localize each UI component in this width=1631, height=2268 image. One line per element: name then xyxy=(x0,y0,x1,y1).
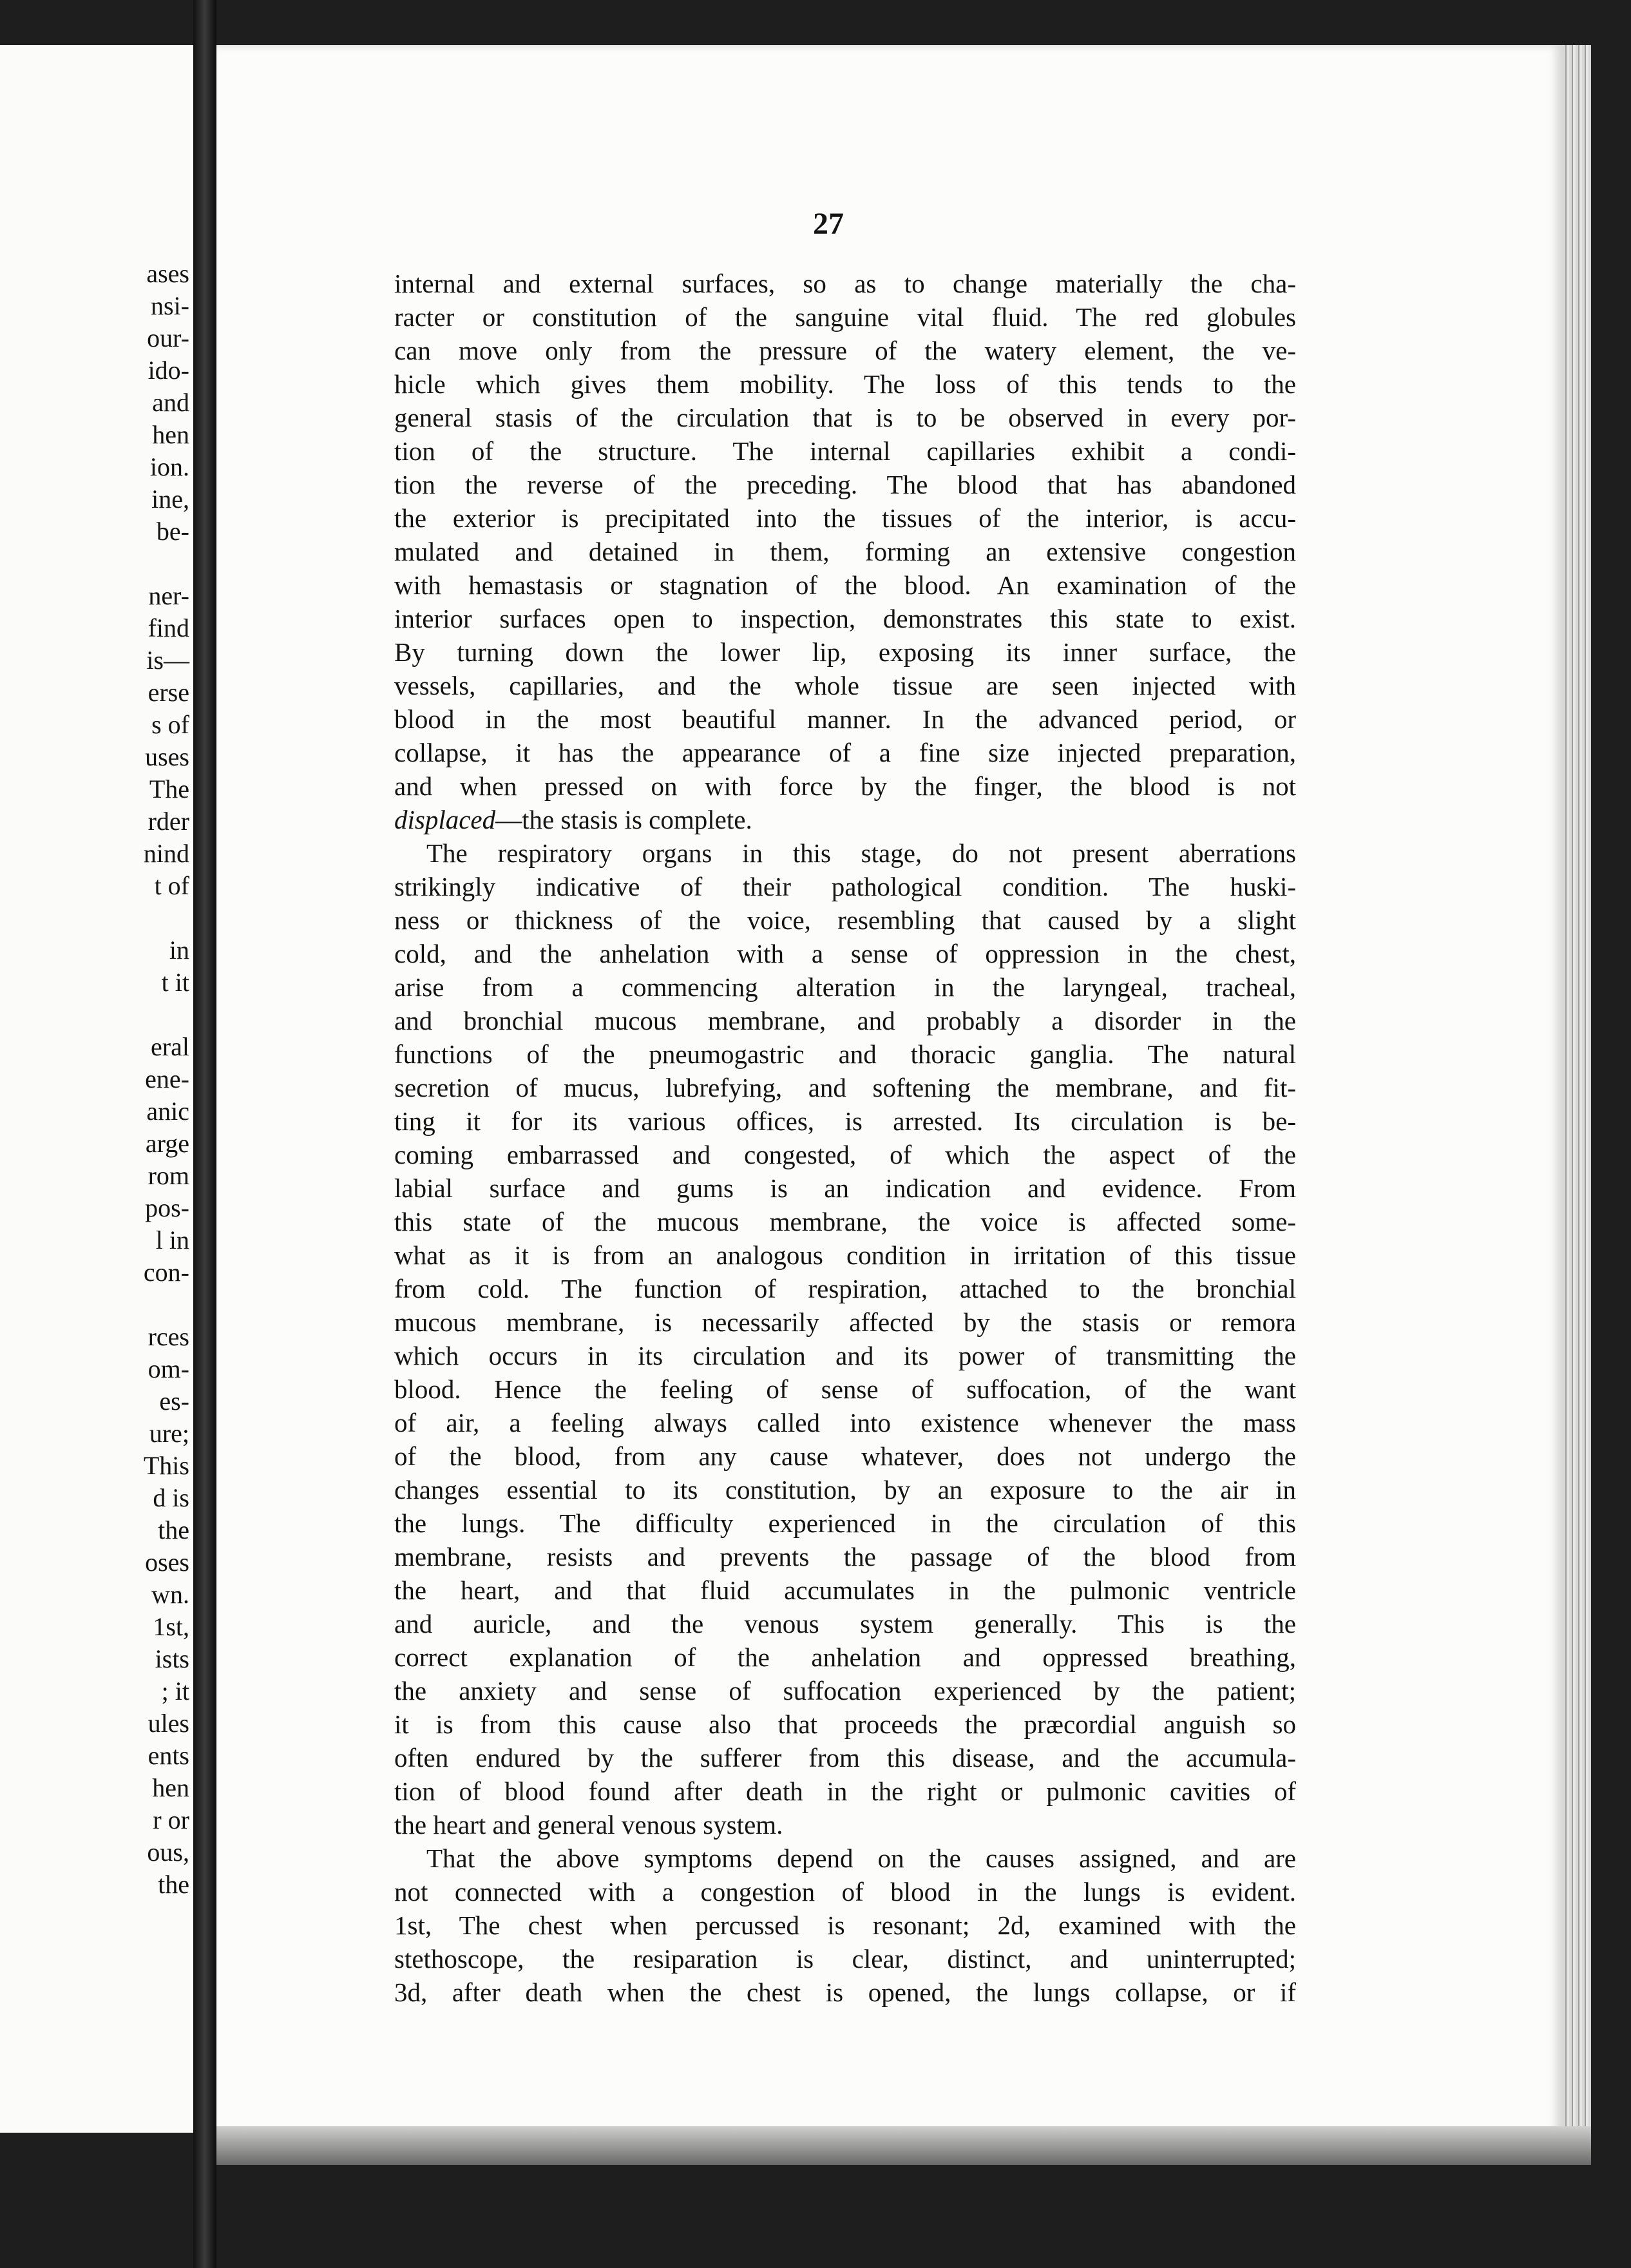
text-line: mulated and detained in them, forming an extensive congestion xyxy=(394,537,1296,566)
text-line: secretion of mucus, lubrefying, and softening the membrane, and fit- xyxy=(394,1073,1296,1102)
text-line: vessels, capillaries, and the whole tissue are seen injected with xyxy=(394,671,1296,700)
facing-page-line: rder xyxy=(148,807,189,836)
text-line: By turning down the lower lip, exposing its inner surface, the xyxy=(394,637,1296,667)
text-line: from cold. The function of respiration, attached to the bronchial xyxy=(394,1274,1296,1303)
text-line: 1st, The chest when percussed is resonant; 2d, examined with the xyxy=(394,1910,1296,1940)
text-line: racter or constitution of the sanguine vital fluid. The red globules xyxy=(394,302,1296,332)
text-line: membrane, resists and prevents the passage of the blood from xyxy=(394,1542,1296,1571)
facing-page-line: nind xyxy=(143,839,189,868)
facing-page-line: rces xyxy=(148,1322,189,1351)
facing-page-line: ure; xyxy=(149,1419,189,1448)
facing-page-line: rom xyxy=(148,1161,189,1190)
text-line: strikingly indicative of their pathological condition. The huski- xyxy=(394,872,1296,901)
facing-page-line: find xyxy=(148,613,189,642)
facing-page-line: in xyxy=(169,936,189,965)
text-line: often endured by the sufferer from this disease, and the accumula- xyxy=(394,1743,1296,1773)
text-line: and auricle, and the venous system generally. This is the xyxy=(394,1609,1296,1639)
facing-page-line: pos- xyxy=(145,1193,189,1222)
text-line: general stasis of the circulation that is to be observed in every por- xyxy=(394,403,1296,432)
facing-page-line: erse xyxy=(148,678,189,707)
text-line: of the blood, from any cause whatever, does not undergo the xyxy=(394,1441,1296,1471)
text-line: the anxiety and sense of suffocation experienced by the patient; xyxy=(394,1676,1296,1706)
paragraph xyxy=(394,1841,1296,2009)
text-line: arise from a commencing alteration in the laryngeal, tracheal, xyxy=(394,972,1296,1002)
facing-page-line: ion. xyxy=(149,452,189,481)
facing-page-line: om- xyxy=(148,1354,189,1383)
text-line: which occurs in its circulation and its power of transmitting the xyxy=(394,1341,1296,1370)
text-line: tion of blood found after death in the right or pulmonic cavities of xyxy=(394,1776,1296,1806)
text-line: and when pressed on with force by the finger, the blood is not xyxy=(394,771,1296,801)
text-line: what as it is from an analogous condition in irritation of this tissue xyxy=(394,1240,1296,1270)
text-line: mucous membrane, is necessarily affected by the stasis or remora xyxy=(394,1307,1296,1337)
facing-page-fragment xyxy=(0,45,196,2133)
facing-page-line: be- xyxy=(156,517,189,546)
facing-page-line: anic xyxy=(146,1097,189,1126)
text-line: the lungs. The difficulty experienced in the circulation of this xyxy=(394,1508,1296,1538)
facing-page-line: ous, xyxy=(147,1838,189,1867)
paragraph xyxy=(394,267,1296,836)
body-text xyxy=(394,267,1296,2009)
text-line: ting it for its various offices, is arrested. Its circulation is be- xyxy=(394,1106,1296,1136)
facing-page-line: our- xyxy=(147,323,189,352)
facing-page-line: The xyxy=(149,774,189,803)
facing-page-line: hen xyxy=(152,1773,189,1802)
text-line xyxy=(394,803,1296,836)
facing-page-line: ene- xyxy=(145,1064,189,1093)
text-line: ness or thickness of the voice, resembling that caused by a slight xyxy=(394,905,1296,935)
facing-page-line: This xyxy=(143,1451,189,1480)
text-line: the heart and general venous system. xyxy=(394,1810,783,1840)
facing-page-line: and xyxy=(152,388,189,417)
text-line: blood. Hence the feeling of sense of suffocation, of the want xyxy=(394,1374,1296,1404)
page-bottom-edge xyxy=(216,2126,1591,2165)
facing-page-line: uses xyxy=(145,742,189,771)
facing-page-line: con- xyxy=(143,1258,189,1287)
facing-page-line: eral xyxy=(151,1032,189,1061)
text-line: the exterior is precipitated into the tissues of the interior, is accu- xyxy=(394,503,1296,533)
facing-page-line: ido- xyxy=(148,356,189,385)
facing-page-line: t of xyxy=(154,871,189,900)
text-line: it is from this cause also that proceeds the præcordial anguish so xyxy=(394,1709,1296,1739)
text-line: this state of the mucous membrane, the voice is affected some- xyxy=(394,1207,1296,1236)
facing-page-line: 1st, xyxy=(153,1612,189,1641)
facing-page-line: r or xyxy=(153,1805,189,1834)
text-line: with hemastasis or stagnation of the blood. An examination of the xyxy=(394,570,1296,600)
italic-word: displaced xyxy=(394,805,496,834)
page-number: 27 xyxy=(813,207,844,241)
text-line: coming embarrassed and congested, of which the aspect of the xyxy=(394,1140,1296,1169)
facing-page-line: ents xyxy=(148,1741,189,1770)
facing-page-line: ; it xyxy=(161,1677,189,1706)
facing-page-line: s of xyxy=(151,710,189,739)
book-gutter xyxy=(193,0,216,2268)
facing-page-line: the xyxy=(158,1515,189,1544)
text-line: hicle which gives them mobility. The loss of this tends to the xyxy=(394,369,1296,399)
facing-page-line: arge xyxy=(145,1129,189,1158)
paragraph xyxy=(394,836,1296,1841)
text-line: cold, and the anhelation with a sense of oppression in the chest, xyxy=(394,939,1296,968)
text-line: stethoscope, the resiparation is clear, distinct, and uninterrupted; xyxy=(394,1944,1296,1974)
facing-page-line: ine, xyxy=(151,485,189,514)
text-line: the heart, and that fluid accumulates in the pulmonic ventricle xyxy=(394,1575,1296,1605)
facing-page-line: wn. xyxy=(151,1580,189,1609)
facing-page-line: hen xyxy=(152,420,189,449)
text-line: changes essential to its constitution, by an exposure to the air in xyxy=(394,1475,1296,1504)
text-line: tion the reverse of the preceding. The blood that has abandoned xyxy=(394,470,1296,499)
facing-page-line: ules xyxy=(148,1709,189,1738)
text-line: tion of the structure. The internal capillaries exhibit a condi- xyxy=(394,436,1296,466)
text-line: internal and external surfaces, so as to change materially the cha- xyxy=(394,269,1296,298)
text-line: of air, a feeling always called into existence whenever the mass xyxy=(394,1408,1296,1437)
text-line: interior surfaces open to inspection, demonstrates this state to exist. xyxy=(394,604,1296,633)
facing-page-line: t it xyxy=(161,968,189,997)
text-line: labial surface and gums is an indication and evidence. From xyxy=(394,1173,1296,1203)
text-line: 3d, after death when the chest is opened, the lungs collapse, or if xyxy=(394,1977,1296,2007)
text-line: functions of the pneumogastric and thoracic ganglia. The natural xyxy=(394,1039,1296,1069)
text-line: The respiratory organs in this stage, do not present aberrations xyxy=(426,838,1296,868)
text-line: That the above symptoms depend on the causes assigned, and are xyxy=(426,1843,1296,1873)
facing-page-line: es- xyxy=(159,1387,189,1416)
facing-page-line: ner- xyxy=(148,581,189,610)
facing-page-line: ists xyxy=(155,1644,189,1673)
page-edges xyxy=(1563,45,1591,2152)
text-fragment: —the stasis is complete. xyxy=(495,805,752,834)
text-line: blood in the most beautiful manner. In the advanced period, or xyxy=(394,704,1296,734)
facing-page-line: the xyxy=(158,1870,189,1899)
text-line: not connected with a congestion of blood in the lungs is evident. xyxy=(394,1877,1296,1907)
text-line: can move only from the pressure of the watery element, the ve- xyxy=(394,336,1296,365)
facing-page-line: oses xyxy=(145,1548,189,1577)
text-line: and bronchial mucous membrane, and probably a disorder in the xyxy=(394,1006,1296,1035)
facing-page-line: is— xyxy=(146,646,189,675)
facing-page-line: nsi- xyxy=(151,291,189,320)
facing-page-line: l in xyxy=(155,1225,189,1254)
facing-page-line: ases xyxy=(146,259,189,288)
facing-page-line: d is xyxy=(153,1483,189,1512)
text-line: correct explanation of the anhelation and oppressed breathing, xyxy=(394,1642,1296,1672)
text-line: collapse, it has the appearance of a fine size injected preparation, xyxy=(394,738,1296,767)
